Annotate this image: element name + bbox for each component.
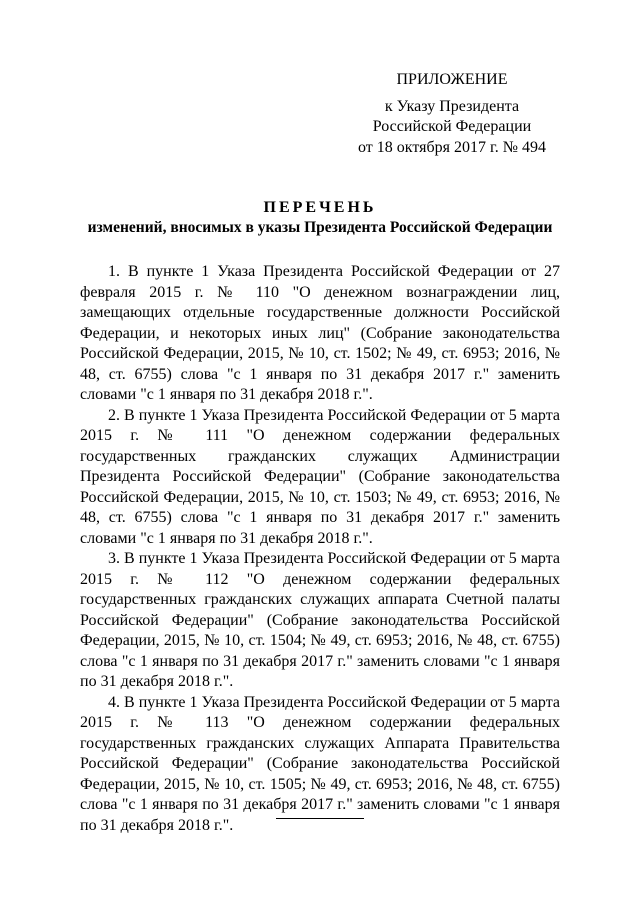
list-item: 4. В пункте 1 Указа Президента Российской Федерации от 5 марта 2015 г. № 113 "О денежном содержании федеральных государственных гражданских служащих Аппарата Правительства Российской Федерации" (Собрание законодательства Российской Федерации, 2015, № 10, ст. 1505; № 49, ст. 6953; 2016, № 48, ст. 6755) слова "с 1 января по 31 декабря 2017 г." заменить словами "с 1 января по 31 декабря 2018 г.". — [80, 693, 560, 834]
annex-block — [342, 70, 562, 158]
closing-rule — [276, 818, 364, 819]
document-heading — [60, 198, 580, 238]
list-item: 3. В пункте 1 Указа Президента Российской Федерации от 5 марта 2015 г. № 112 "О денежном содержании федеральных государственных гражданских служащих аппарата Счетной палаты Российской Федерации" (Собрание законодательства Российской Федерации, 2015, № 10, ст. 1504; № 49, ст. 6953; 2016, № 48, ст. 6755) слова "с 1 января по 31 декабря 2017 г." заменить словами "с 1 января по 31 декабря 2018 г.". — [80, 550, 560, 690]
document-body — [80, 262, 560, 836]
list-item: 2. В пункте 1 Указа Президента Российской Федерации от 5 марта 2015 г. № 111 "О денежном содержании федеральных государственных гражданских служащих Администрации Президента Российской Федерации" (Собрание законодательства Российской Федерации, 2015, № 10, ст. 1503; № 49, ст. 6953; 2016, № 48, ст. 6755) слова "с 1 января по 31 декабря 2017 г." заменить словами "с 1 января по 31 декабря 2018 г.". — [80, 406, 560, 547]
document-title: ПЕРЕЧЕНЬ — [263, 199, 377, 216]
annex-title: ПРИЛОЖЕНИЕ — [396, 71, 508, 88]
annex-line-1: к Указу Президента — [384, 97, 520, 115]
document-subtitle: изменений, вносимых в указы Президента Российской Федерации — [87, 219, 553, 236]
annex-line-3: от 18 октября 2017 г. № 494 — [357, 138, 546, 156]
annex-line-2: Российской Федерации — [372, 118, 532, 135]
list-item: 1. В пункте 1 Указа Президента Российской Федерации от 27 февраля 2015 г. № 110 "О денежном вознаграждении лиц, замещающих отдельные государственные должности Российской Федерации, и некоторых иных лиц" (Собрание законодательства Российской Федерации, 2015, № 10, ст. 1502; № 49, ст. 6953; 2016, № 48, ст. 6755) слова "с 1 января по 31 декабря 2017 г." заменить словами "с 1 января по 31 декабря 2018 г.". — [80, 263, 560, 403]
